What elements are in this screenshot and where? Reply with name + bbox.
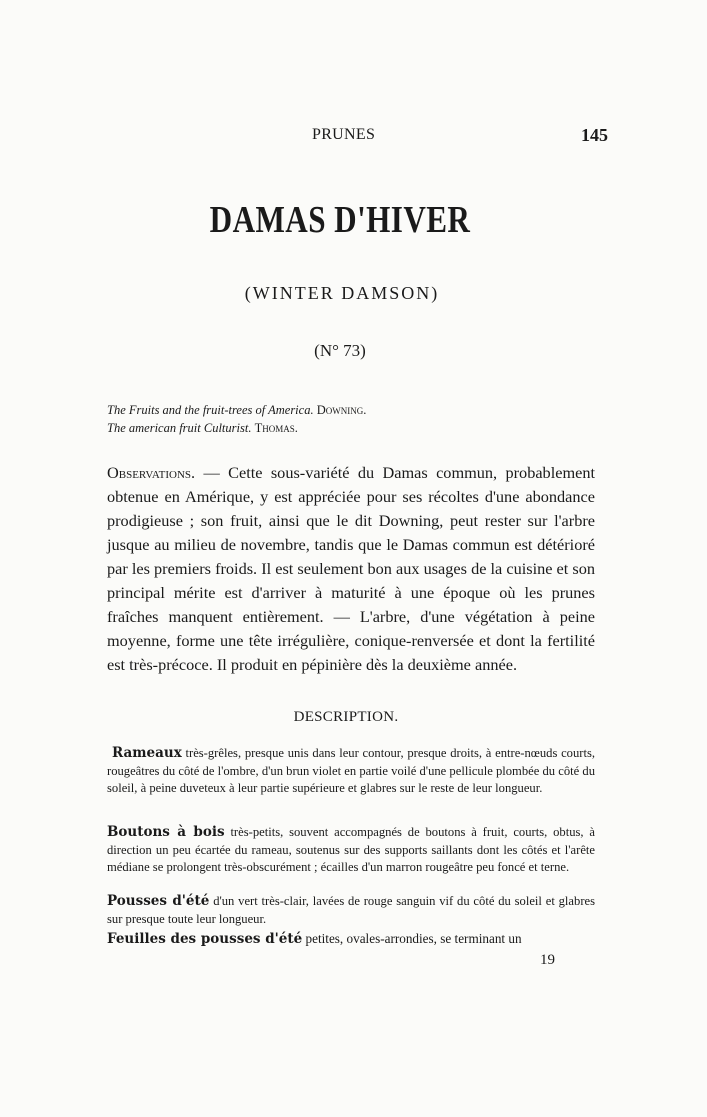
- page-title: DAMAS D'HIVER: [209, 199, 471, 241]
- description-text: très-grêles, presque unis dans leur contour, presque droits, à entre-nœuds courts, rougeâtres du côté de l'ombre, d'un brun violet en partie voilé d'une pellicule plombée du côté du soleil, à peine duveteux à leur partie supérieure et glabres sur le reste de leur longueur.: [107, 746, 596, 795]
- reference-author: Thomas.: [254, 421, 298, 435]
- description-text: petites, ovales-arrondies, se terminant un: [305, 931, 522, 946]
- signature-mark: 19: [540, 952, 555, 968]
- variety-number: (N° 73): [314, 341, 366, 360]
- observations-lead: Observations. —: [107, 463, 220, 482]
- description-item: [107, 824, 595, 877]
- description-term: Boutons à bois: [107, 824, 225, 840]
- page-subtitle: (WINTER DAMSON): [244, 283, 440, 303]
- reference-author: Downing.: [316, 403, 367, 417]
- references: [107, 401, 587, 437]
- observations-paragraph: [107, 461, 595, 677]
- page-number: 145: [581, 125, 608, 145]
- reference-title: The Fruits and the fruit-trees of America.: [107, 403, 314, 417]
- description-item: [107, 745, 595, 798]
- reference-item: [107, 419, 587, 437]
- running-title: PRUNES: [312, 126, 376, 143]
- description-term: Rameaux: [112, 745, 182, 761]
- reference-title: The american fruit Culturist.: [107, 421, 252, 435]
- description-text: très-petits, souvent accompagnés de boutons à fruit, courts, obtus, à direction un peu écartée du rameau, soutenus sur des supports saillants dont les côtés et l'arête médiane se prolongent très-obscurément ; écailles d'un marron rougeâtre peu foncé et terne.: [107, 825, 595, 874]
- description-item: [107, 893, 595, 928]
- reference-item: [107, 401, 587, 419]
- description-term: Pousses d'été: [107, 893, 210, 909]
- description-item: [107, 930, 595, 949]
- description-text: d'un vert très-clair, lavées de rouge sanguin vif du côté du soleil et glabres sur presque toute leur longueur.: [107, 894, 595, 926]
- observations-text: Cette sous-variété du Damas commun, probablement obtenue en Amérique, y est appréciée pour ses récoltes d'une abondance prodigieuse ; son fruit, ainsi que le dit Downing, peut rester sur l'arbre jusque au milieu de novembre, tandis que le Damas commun est détérioré par les premiers froids. Il est seulement bon aux usages de la cuisine et son principal mérite est d'arriver à maturité à une époque où les prunes fraîches manquent entièrement. — L'arbre, d'une végétation à peine moyenne, forme une tête irrégulière, conique-renversée et dont la fertilité est très-précoce. Il produit en pépinière dès la deuxième année.: [107, 463, 596, 674]
- running-head: [100, 126, 620, 150]
- description-heading: DESCRIPTION.: [293, 709, 399, 725]
- description-term: Feuilles des pousses d'été: [107, 931, 303, 947]
